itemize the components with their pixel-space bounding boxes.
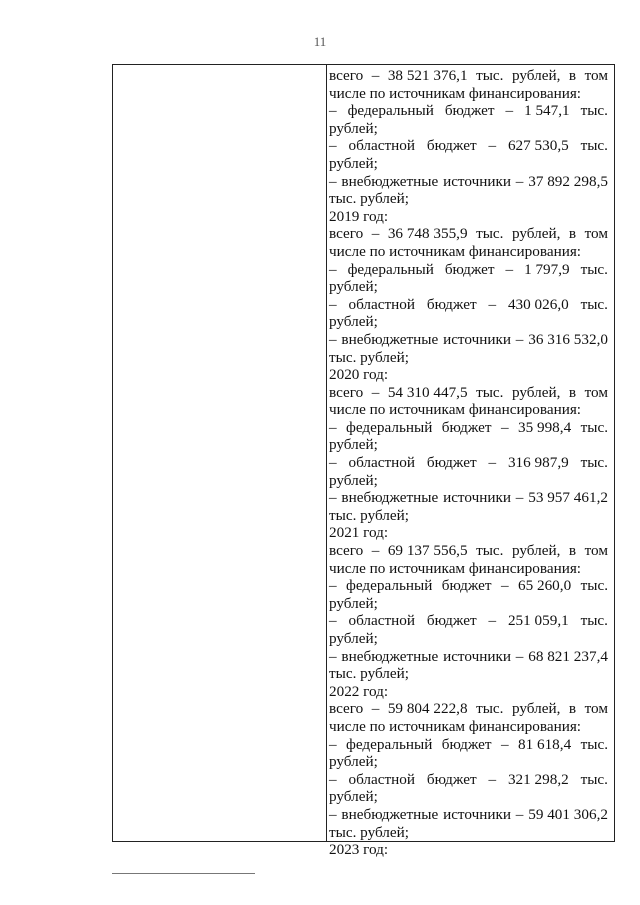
text-fragment: всего bbox=[329, 383, 364, 401]
text-fragment: бюджет bbox=[444, 102, 495, 120]
text-fragment: – bbox=[371, 542, 380, 560]
text-line bbox=[327, 349, 608, 367]
text-fragment: – bbox=[515, 330, 524, 348]
text-fragment: – bbox=[488, 137, 497, 155]
text-fragment: числе по источникам финансирования: bbox=[329, 84, 582, 102]
text-fragment: в bbox=[568, 383, 577, 401]
text-fragment: 53 957 461,2 bbox=[528, 489, 608, 507]
text-line bbox=[327, 190, 608, 208]
text-line bbox=[327, 507, 608, 525]
text-fragment: федеральный bbox=[347, 260, 434, 278]
text-fragment: числе по источникам финансирования: bbox=[329, 559, 582, 577]
text-fragment: – bbox=[371, 225, 380, 243]
text-fragment: – bbox=[488, 295, 497, 313]
text-line bbox=[327, 718, 608, 736]
funding-table bbox=[112, 64, 615, 859]
text-fragment: 627 530,5 bbox=[507, 137, 569, 155]
text-fragment: рублей; bbox=[329, 119, 378, 137]
text-fragment: в bbox=[568, 67, 577, 84]
text-fragment: – bbox=[329, 295, 337, 313]
text-fragment: – bbox=[500, 735, 509, 753]
text-fragment: 430 026,0 bbox=[507, 295, 569, 313]
text-fragment: 59 804 222,8 bbox=[387, 700, 468, 718]
text-fragment: тыс. bbox=[580, 102, 608, 120]
text-line bbox=[327, 824, 608, 842]
text-fragment: 37 892 298,5 bbox=[528, 172, 608, 190]
text-fragment: 35 998,4 bbox=[518, 418, 572, 436]
text-fragment: – bbox=[515, 489, 524, 507]
text-line bbox=[327, 524, 608, 542]
text-fragment: источники bbox=[443, 489, 511, 507]
text-fragment: – bbox=[500, 577, 509, 595]
text-line bbox=[327, 683, 608, 701]
text-fragment: 38 521 376,1 bbox=[387, 67, 468, 84]
text-line bbox=[327, 278, 608, 296]
text-fragment: тыс. bbox=[476, 542, 504, 560]
text-fragment: – bbox=[371, 700, 380, 718]
text-fragment: – bbox=[329, 647, 337, 665]
page-number: 11 bbox=[313, 34, 327, 49]
text-fragment: 59 401 306,2 bbox=[528, 805, 608, 823]
text-fragment: источники bbox=[443, 172, 511, 190]
text-line bbox=[327, 366, 608, 384]
text-line bbox=[327, 401, 608, 419]
funding-text-cell bbox=[327, 67, 608, 859]
table-label-cell bbox=[113, 65, 327, 841]
text-line bbox=[327, 120, 608, 138]
text-fragment: тыс. bbox=[580, 577, 608, 595]
text-fragment: числе по источникам финансирования: bbox=[329, 401, 582, 419]
text-line bbox=[327, 243, 608, 261]
text-line bbox=[327, 436, 608, 454]
text-fragment: 1 797,9 bbox=[524, 260, 570, 278]
text-fragment: 65 260,0 bbox=[518, 577, 572, 595]
text-line bbox=[327, 630, 608, 648]
text-fragment: рублей, bbox=[511, 383, 561, 401]
text-line bbox=[327, 665, 608, 683]
text-fragment: источники bbox=[443, 330, 511, 348]
text-fragment: бюджет bbox=[426, 454, 477, 472]
text-fragment: 2022 год: bbox=[329, 682, 389, 700]
text-fragment: внебюджетные bbox=[341, 489, 439, 507]
text-fragment: – bbox=[500, 418, 509, 436]
text-fragment: 68 821 237,4 bbox=[528, 647, 608, 665]
text-fragment: бюджет bbox=[444, 260, 495, 278]
text-fragment: – bbox=[371, 67, 380, 84]
text-fragment: в bbox=[568, 225, 577, 243]
text-fragment: в bbox=[568, 700, 577, 718]
text-fragment: тыс. bbox=[476, 225, 504, 243]
text-fragment: 2023 год: bbox=[329, 841, 389, 859]
text-line bbox=[327, 173, 608, 191]
text-fragment: – bbox=[329, 260, 337, 278]
text-fragment: тыс. рублей; bbox=[329, 665, 409, 683]
text-fragment: рублей; bbox=[329, 436, 378, 454]
text-fragment: бюджет bbox=[426, 612, 477, 630]
text-fragment: областной bbox=[348, 770, 415, 788]
text-fragment: источники bbox=[443, 805, 511, 823]
text-line bbox=[327, 788, 608, 806]
text-fragment: бюджет bbox=[441, 735, 492, 753]
text-fragment: бюджет bbox=[426, 770, 477, 788]
text-line bbox=[327, 296, 608, 314]
text-fragment: рублей, bbox=[511, 67, 561, 84]
text-fragment: внебюджетные bbox=[341, 805, 439, 823]
text-fragment: тыс. bbox=[580, 770, 608, 788]
text-fragment: – bbox=[329, 102, 337, 120]
text-fragment: том bbox=[584, 700, 608, 718]
text-fragment: – bbox=[488, 454, 497, 472]
text-fragment: – bbox=[488, 612, 497, 630]
text-fragment: тыс. рублей; bbox=[329, 506, 409, 524]
text-fragment: тыс. bbox=[580, 260, 608, 278]
text-fragment: 69 137 556,5 bbox=[387, 542, 468, 560]
text-fragment: тыс. bbox=[476, 383, 504, 401]
text-fragment: всего bbox=[329, 67, 364, 84]
text-fragment: – bbox=[488, 770, 497, 788]
text-fragment: тыс. bbox=[580, 612, 608, 630]
text-fragment: – bbox=[505, 260, 514, 278]
text-fragment: том bbox=[584, 67, 608, 84]
text-line bbox=[327, 225, 608, 243]
text-fragment: 81 618,4 bbox=[518, 735, 572, 753]
text-fragment: тыс. bbox=[580, 735, 608, 753]
text-fragment: всего bbox=[329, 700, 364, 718]
text-fragment: тыс. bbox=[476, 67, 504, 84]
text-fragment: – bbox=[329, 418, 337, 436]
text-fragment: 2020 год: bbox=[329, 366, 389, 384]
text-fragment: бюджет bbox=[441, 418, 492, 436]
text-fragment: том bbox=[584, 542, 608, 560]
text-fragment: бюджет bbox=[426, 137, 477, 155]
text-fragment: – bbox=[329, 805, 337, 823]
text-line bbox=[327, 137, 608, 155]
text-fragment: внебюджетные bbox=[341, 330, 439, 348]
text-fragment: всего bbox=[329, 225, 364, 243]
text-fragment: 36 316 532,0 bbox=[528, 330, 608, 348]
text-fragment: – bbox=[329, 454, 337, 472]
text-line bbox=[327, 542, 608, 560]
text-fragment: бюджет bbox=[426, 295, 477, 313]
text-fragment: – bbox=[371, 383, 380, 401]
text-fragment: рублей; bbox=[329, 788, 378, 806]
text-line bbox=[327, 419, 608, 437]
text-line bbox=[327, 595, 608, 613]
text-line bbox=[327, 102, 608, 120]
text-fragment: тыс. рублей; bbox=[329, 190, 409, 208]
text-fragment: том bbox=[584, 383, 608, 401]
text-line bbox=[327, 700, 608, 718]
text-fragment: всего bbox=[329, 542, 364, 560]
text-fragment: 2021 год: bbox=[329, 524, 389, 542]
text-line bbox=[327, 736, 608, 754]
text-fragment: рублей, bbox=[511, 225, 561, 243]
text-line bbox=[327, 560, 608, 578]
text-fragment: федеральный bbox=[347, 102, 434, 120]
text-line bbox=[327, 771, 608, 789]
text-fragment: областной bbox=[348, 295, 415, 313]
text-fragment: – bbox=[505, 102, 514, 120]
text-line bbox=[327, 454, 608, 472]
text-fragment: тыс. bbox=[580, 454, 608, 472]
text-fragment: внебюджетные bbox=[341, 647, 439, 665]
text-fragment: рублей, bbox=[511, 542, 561, 560]
text-fragment: – bbox=[515, 805, 524, 823]
text-fragment: областной bbox=[348, 612, 415, 630]
text-fragment: – bbox=[329, 489, 337, 507]
text-fragment: – bbox=[329, 735, 337, 753]
text-fragment: рублей; bbox=[329, 471, 378, 489]
text-line bbox=[327, 806, 608, 824]
text-fragment: бюджет bbox=[441, 577, 492, 595]
text-fragment: рублей; bbox=[329, 753, 378, 771]
text-fragment: 54 310 447,5 bbox=[387, 383, 468, 401]
text-line bbox=[327, 313, 608, 331]
text-fragment: 251 059,1 bbox=[507, 612, 569, 630]
text-fragment: 321 298,2 bbox=[507, 770, 569, 788]
text-fragment: – bbox=[329, 330, 337, 348]
text-fragment: рублей; bbox=[329, 278, 378, 296]
footer-rule bbox=[112, 873, 255, 874]
text-fragment: – bbox=[329, 137, 337, 155]
text-fragment: областной bbox=[348, 137, 415, 155]
text-fragment: – bbox=[329, 577, 337, 595]
text-line bbox=[327, 753, 608, 771]
text-fragment: тыс. bbox=[580, 137, 608, 155]
text-fragment: в bbox=[568, 542, 577, 560]
text-line bbox=[327, 331, 608, 349]
text-fragment: тыс. bbox=[580, 295, 608, 313]
text-line bbox=[327, 472, 608, 490]
text-fragment: тыс. рублей; bbox=[329, 348, 409, 366]
text-fragment: числе по источникам финансирования: bbox=[329, 242, 582, 260]
text-fragment: 316 987,9 bbox=[507, 454, 569, 472]
text-line bbox=[327, 67, 608, 85]
text-fragment: источники bbox=[443, 647, 511, 665]
text-fragment: тыс. рублей; bbox=[329, 823, 409, 841]
text-fragment: – bbox=[329, 172, 337, 190]
text-fragment: 36 748 355,9 bbox=[387, 225, 468, 243]
text-line bbox=[327, 648, 608, 666]
text-fragment: федеральный bbox=[346, 735, 433, 753]
text-fragment: – bbox=[515, 172, 524, 190]
text-fragment: 1 547,1 bbox=[524, 102, 570, 120]
text-line bbox=[327, 577, 608, 595]
text-fragment: рублей; bbox=[329, 630, 378, 647]
text-fragment: федеральный bbox=[346, 418, 433, 436]
text-line bbox=[327, 85, 608, 103]
text-fragment: рублей; bbox=[329, 154, 378, 172]
text-fragment: тыс. bbox=[476, 700, 504, 718]
text-fragment: – bbox=[329, 612, 337, 630]
text-fragment: рублей; bbox=[329, 594, 378, 612]
text-fragment: – bbox=[329, 770, 337, 788]
text-line bbox=[327, 841, 608, 859]
text-line bbox=[327, 612, 608, 630]
text-line bbox=[327, 489, 608, 507]
text-fragment: рублей; bbox=[329, 313, 378, 331]
text-fragment: рублей, bbox=[511, 700, 561, 718]
text-line bbox=[327, 261, 608, 279]
text-line bbox=[327, 155, 608, 173]
text-fragment: – bbox=[515, 647, 524, 665]
text-fragment: 2019 год: bbox=[329, 207, 389, 225]
text-line bbox=[327, 208, 608, 226]
text-fragment: внебюджетные bbox=[341, 172, 439, 190]
text-fragment: числе по источникам финансирования: bbox=[329, 717, 582, 735]
text-fragment: областной bbox=[348, 454, 415, 472]
text-fragment: том bbox=[584, 225, 608, 243]
text-fragment: федеральный bbox=[346, 577, 433, 595]
text-line bbox=[327, 384, 608, 402]
text-fragment: тыс. bbox=[580, 418, 608, 436]
